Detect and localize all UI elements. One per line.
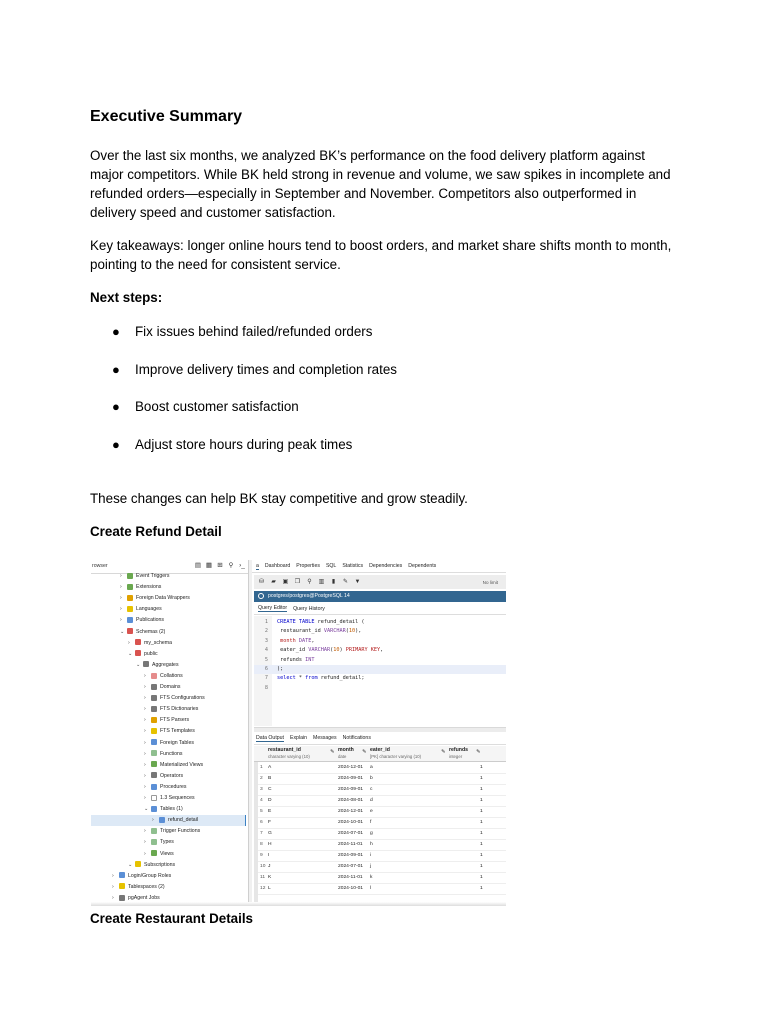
main-tabs bbox=[252, 560, 506, 573]
column-header[interactable]: month bbox=[338, 747, 354, 753]
table-row[interactable] bbox=[254, 829, 506, 840]
line-number: 1 bbox=[264, 619, 268, 625]
code-text: refunds INT bbox=[277, 656, 315, 663]
tree-item[interactable] bbox=[144, 693, 205, 704]
tab-query[interactable]: a bbox=[256, 562, 259, 569]
screenshot-edge bbox=[91, 902, 506, 906]
bullet-icon: ● bbox=[112, 436, 120, 452]
table-row[interactable] bbox=[254, 884, 506, 895]
expand-arrow-icon[interactable]: › bbox=[120, 606, 122, 613]
table-row[interactable] bbox=[254, 763, 506, 774]
tree-node-icon bbox=[127, 584, 133, 590]
terminal-icon[interactable]: ›_ bbox=[239, 562, 245, 569]
tree-item[interactable] bbox=[120, 615, 164, 626]
row-number: 6 bbox=[260, 820, 263, 825]
tree-item-label: Event Triggers bbox=[136, 573, 170, 579]
tree-item[interactable] bbox=[112, 871, 171, 882]
summary-paragraph: Over the last six months, we analyzed BK’s performance on the food delivery platform against major competitors. While BK held strong in revenue and volume, we saw spikes in incomplete and refunded orders—especially in September and November. Competitors also outperformed in delivery speed and customer satisfaction. bbox=[90, 148, 671, 220]
table-cell: 2024-09-01 bbox=[338, 787, 364, 792]
tree-item[interactable] bbox=[144, 771, 183, 782]
expand-arrow-icon[interactable]: › bbox=[120, 584, 122, 591]
expand-arrow-icon[interactable]: › bbox=[144, 672, 146, 679]
table-cell: C bbox=[268, 787, 272, 792]
tree-node-icon bbox=[151, 839, 157, 845]
tree-item-label: Tables (1) bbox=[160, 806, 183, 813]
column-header[interactable]: restaurant_id bbox=[268, 747, 301, 753]
code-text: restaurant_id VARCHAR(10), bbox=[277, 628, 362, 635]
output-tabs bbox=[254, 732, 506, 745]
tree-item-label: Foreign Tables bbox=[160, 739, 194, 746]
tab-dashboard[interactable]: Dashboard bbox=[264, 563, 291, 569]
expand-arrow-icon[interactable]: › bbox=[144, 739, 146, 746]
tree-node-icon bbox=[119, 895, 125, 901]
table-cell: 2024-07-01 bbox=[338, 831, 364, 836]
tree-item[interactable] bbox=[144, 749, 183, 760]
table-icon[interactable]: ▦ bbox=[205, 562, 213, 569]
line-number: 8 bbox=[264, 684, 268, 691]
expand-arrow-icon[interactable]: › bbox=[144, 761, 146, 768]
table-cell: 2024-12-01 bbox=[338, 809, 364, 814]
tree-item-label: Views bbox=[160, 850, 174, 857]
tree-node-icon bbox=[127, 628, 133, 634]
tree-item-label: 1.3 Sequences bbox=[160, 795, 195, 801]
edit-icon[interactable]: ✎ bbox=[441, 749, 446, 755]
tree-node-icon bbox=[143, 661, 149, 667]
expand-arrow-icon[interactable]: › bbox=[120, 595, 122, 602]
tree-node-icon bbox=[151, 750, 157, 756]
connection-label: postgres/postgres@PostgreSQL 14 bbox=[268, 593, 350, 599]
expand-arrow-icon[interactable]: › bbox=[120, 617, 122, 624]
copy-icon[interactable]: ❐ bbox=[294, 578, 301, 585]
table-cell: 1 bbox=[480, 787, 483, 792]
table-cell: 1 bbox=[480, 820, 483, 825]
tree-node-icon bbox=[151, 772, 157, 778]
view-icon[interactable]: ⊞ bbox=[217, 562, 223, 569]
table-cell: 2024-11-01 bbox=[338, 875, 363, 880]
section-title-restaurant: Create Restaurant Details bbox=[90, 911, 253, 926]
code-text: month DATE, bbox=[280, 637, 315, 644]
list-item: ● Adjust store hours during peak times bbox=[112, 436, 353, 452]
table-cell: G bbox=[268, 831, 272, 836]
tree-node-icon bbox=[151, 761, 157, 767]
paste-icon[interactable]: ▥ bbox=[318, 578, 325, 585]
expand-arrow-icon[interactable]: › bbox=[144, 828, 146, 835]
database-icon[interactable]: ▤ bbox=[194, 562, 202, 569]
tree-node-icon bbox=[151, 806, 157, 812]
table-cell: d bbox=[370, 798, 373, 803]
connection-bar[interactable] bbox=[254, 591, 506, 602]
table-cell: 1 bbox=[480, 831, 483, 836]
tree-item-label: Collations bbox=[160, 672, 183, 679]
expand-arrow-icon[interactable]: › bbox=[144, 695, 146, 702]
tree-item-label: Login/Group Roles bbox=[128, 872, 172, 879]
table-row[interactable] bbox=[254, 873, 506, 884]
row-number: 10 bbox=[260, 864, 266, 869]
expand-arrow-icon[interactable]: › bbox=[144, 783, 146, 790]
table-cell: f bbox=[370, 820, 372, 825]
delete-icon[interactable]: ▮ bbox=[331, 578, 336, 585]
table-cell: j bbox=[370, 864, 372, 869]
tree-item-label: FTS Dictionaries bbox=[160, 706, 199, 713]
table-cell: 1 bbox=[480, 853, 483, 858]
list-item: ● Improve delivery times and completion rates bbox=[112, 361, 397, 377]
tree-item-label: Operators bbox=[160, 772, 184, 779]
column-type: character varying (10) bbox=[268, 754, 310, 759]
expand-arrow-icon[interactable]: › bbox=[144, 772, 146, 779]
table-cell: E bbox=[268, 809, 272, 814]
bullet-icon: ● bbox=[112, 399, 120, 415]
table-cell: 1 bbox=[480, 765, 483, 770]
tree-item-label: Tablespaces (2) bbox=[128, 883, 165, 890]
table-row[interactable] bbox=[254, 785, 506, 796]
tree-item[interactable] bbox=[144, 826, 200, 837]
object-browser bbox=[91, 560, 248, 906]
tree-item[interactable] bbox=[120, 571, 169, 582]
expand-arrow-icon[interactable]: › bbox=[112, 894, 114, 901]
expand-arrow-icon[interactable]: › bbox=[144, 795, 146, 801]
code-text: eater_id VARCHAR(10) PRIMARY KEY, bbox=[277, 647, 384, 654]
tree-item[interactable] bbox=[144, 793, 195, 804]
tree-node-icon bbox=[151, 684, 157, 690]
tree-item-label: Materialized Views bbox=[160, 761, 204, 768]
tree-item[interactable] bbox=[144, 715, 189, 726]
tree-item-label: FTS Parsers bbox=[160, 717, 190, 724]
tree-node-icon bbox=[151, 706, 157, 712]
table-cell: c bbox=[370, 787, 373, 792]
tree-item-label: Subscriptions bbox=[144, 861, 176, 868]
tree-node-icon bbox=[127, 606, 133, 612]
filter-icon[interactable]: ▼ bbox=[354, 578, 361, 585]
table-cell: 2024-12-01 bbox=[338, 765, 364, 770]
tree-item-label: Domains bbox=[160, 684, 181, 690]
column-type: date bbox=[338, 754, 347, 759]
line-number: 7 bbox=[264, 675, 268, 682]
table-cell: K bbox=[268, 875, 272, 880]
tab-dependencies[interactable]: Dependencies bbox=[369, 563, 403, 569]
tab-notifications[interactable]: Notifications bbox=[342, 735, 371, 741]
tree-node-icon bbox=[119, 883, 125, 889]
code-line bbox=[254, 627, 361, 636]
code-line bbox=[254, 674, 364, 683]
line-number: 5 bbox=[264, 656, 268, 663]
tree-item-label: Languages bbox=[136, 606, 162, 613]
table-cell: I bbox=[268, 853, 270, 858]
tree-node-icon bbox=[119, 872, 125, 878]
tree-item-label: Extensions bbox=[136, 584, 162, 591]
table-cell: a bbox=[370, 765, 373, 770]
expand-arrow-icon[interactable]: › bbox=[112, 883, 114, 890]
tree-node-icon bbox=[135, 861, 141, 867]
next-steps-label: Next steps: bbox=[90, 290, 163, 305]
table-cell: 2024-10-01 bbox=[338, 886, 364, 891]
table-cell: A bbox=[268, 765, 272, 770]
table-cell: 1 bbox=[480, 776, 483, 781]
connection-icon bbox=[258, 593, 264, 599]
row-number: 11 bbox=[260, 875, 266, 880]
column-type: integer bbox=[449, 754, 463, 759]
table-cell: L bbox=[268, 886, 271, 891]
tree-item[interactable] bbox=[144, 704, 198, 715]
bullet-icon: ● bbox=[112, 361, 120, 377]
tree-node-icon bbox=[151, 728, 157, 734]
tree-item[interactable] bbox=[112, 882, 165, 893]
edit-icon[interactable]: ✎ bbox=[362, 749, 367, 755]
table-row[interactable] bbox=[254, 862, 506, 873]
row-number: 5 bbox=[260, 809, 263, 814]
column-header[interactable]: refunds bbox=[449, 747, 469, 753]
table-cell: 2024-11-01 bbox=[338, 842, 363, 847]
query-tabs bbox=[254, 603, 506, 615]
tree-item[interactable] bbox=[144, 837, 174, 848]
table-cell: g bbox=[370, 831, 373, 836]
code-line bbox=[254, 656, 314, 665]
tree-item-label: Trigger Functions bbox=[160, 828, 201, 835]
browser-header bbox=[91, 560, 248, 574]
table-cell: i bbox=[370, 853, 372, 858]
tree-node-icon bbox=[151, 673, 157, 679]
table-cell: 2024-09-01 bbox=[338, 776, 364, 781]
tree-node-icon bbox=[151, 795, 157, 801]
table-cell: F bbox=[268, 820, 271, 825]
tree-item[interactable] bbox=[144, 738, 194, 749]
expand-arrow-icon[interactable]: › bbox=[144, 839, 146, 846]
table-cell: 1 bbox=[480, 886, 483, 891]
tree-item[interactable] bbox=[144, 682, 180, 693]
edit-icon[interactable]: ✎ bbox=[476, 749, 481, 755]
row-scrollbar[interactable] bbox=[254, 762, 258, 906]
expand-arrow-icon[interactable]: › bbox=[144, 706, 146, 713]
table-cell: k bbox=[370, 875, 373, 880]
expand-arrow-icon[interactable]: ⌄ bbox=[128, 861, 133, 868]
tree-item[interactable] bbox=[120, 582, 161, 593]
list-item: ● Fix issues behind failed/refunded orders bbox=[112, 324, 373, 339]
tree-item[interactable] bbox=[144, 726, 195, 737]
tree-node-icon bbox=[151, 717, 157, 723]
folder-icon[interactable]: ▰ bbox=[271, 578, 276, 585]
section-title-refund: Create Refund Detail bbox=[90, 524, 222, 539]
next-steps-list bbox=[112, 322, 397, 472]
line-number: 4 bbox=[264, 647, 268, 654]
tab-statistics[interactable]: Statistics bbox=[342, 563, 364, 569]
tree-item-label: Aggregates bbox=[152, 661, 179, 668]
column-type: [PK] character varying (10) bbox=[370, 754, 422, 759]
expand-arrow-icon[interactable]: › bbox=[112, 872, 114, 879]
code-line bbox=[254, 665, 506, 674]
search-icon[interactable]: ⚲ bbox=[228, 562, 234, 569]
row-number: 7 bbox=[260, 831, 263, 836]
expand-arrow-icon[interactable]: › bbox=[128, 639, 130, 646]
table-cell: 2024-09-01 bbox=[338, 853, 364, 858]
tree-node-icon bbox=[151, 695, 157, 701]
tree-item-label: Publications bbox=[136, 617, 164, 624]
search-icon[interactable]: ⚲ bbox=[307, 578, 312, 585]
tree-item[interactable] bbox=[144, 760, 203, 771]
edit-icon[interactable]: ✎ bbox=[342, 578, 349, 585]
tree-item[interactable] bbox=[120, 604, 162, 615]
expand-arrow-icon[interactable]: › bbox=[144, 750, 146, 757]
expand-arrow-icon[interactable]: ⌄ bbox=[120, 628, 125, 635]
browser-label: rowser bbox=[92, 563, 108, 569]
table-row[interactable] bbox=[254, 774, 506, 785]
table-cell: 2024-10-01 bbox=[338, 820, 364, 825]
tree-item[interactable] bbox=[128, 638, 172, 649]
tree-item-label: refund_detail bbox=[168, 817, 198, 824]
table-row[interactable] bbox=[254, 840, 506, 851]
tab-dependents[interactable]: Dependents bbox=[408, 563, 437, 569]
table-cell: h bbox=[370, 842, 373, 847]
line-number: 3 bbox=[264, 637, 268, 644]
tree-node-icon bbox=[127, 573, 133, 579]
table-cell: 1 bbox=[480, 798, 483, 803]
code-text: ); bbox=[277, 666, 284, 672]
row-number: 9 bbox=[260, 853, 263, 858]
tab-messages[interactable]: Messages bbox=[313, 735, 337, 741]
code-line bbox=[254, 684, 277, 693]
tree-node-icon bbox=[135, 650, 141, 656]
row-number: 3 bbox=[260, 787, 263, 792]
tree-item-label: FTS Templates bbox=[160, 728, 195, 735]
tree-item[interactable] bbox=[144, 849, 174, 860]
tree-node-icon bbox=[159, 817, 165, 823]
tab-explain[interactable]: Explain bbox=[289, 735, 307, 741]
list-item: ● Boost customer satisfaction bbox=[112, 399, 299, 415]
query-toolbar bbox=[254, 575, 506, 589]
tree-item[interactable] bbox=[120, 627, 165, 638]
grid-header bbox=[254, 746, 506, 762]
table-cell: B bbox=[268, 776, 272, 781]
table-row[interactable] bbox=[254, 796, 506, 807]
table-cell: 1 bbox=[480, 864, 483, 869]
code-line bbox=[254, 646, 383, 655]
table-cell: J bbox=[268, 864, 271, 869]
row-number: 12 bbox=[260, 886, 266, 891]
tab-data-output[interactable]: Data Output bbox=[256, 734, 284, 741]
table-cell: D bbox=[268, 798, 272, 803]
table-cell: 1 bbox=[480, 809, 483, 814]
tree-node-icon bbox=[151, 739, 157, 745]
tree-item[interactable] bbox=[120, 593, 190, 604]
table-cell: l bbox=[370, 886, 372, 891]
tree-item-label: Foreign Data Wrappers bbox=[136, 595, 190, 602]
tab-query-history[interactable]: Query History bbox=[293, 605, 325, 612]
tree-item[interactable] bbox=[144, 804, 183, 815]
expand-arrow-icon[interactable]: › bbox=[144, 684, 146, 690]
code-line bbox=[254, 637, 315, 646]
tab-properties[interactable]: Properties bbox=[296, 563, 320, 569]
sql-editor[interactable] bbox=[254, 616, 506, 726]
table-cell: 2024-08-01 bbox=[338, 798, 364, 803]
table-cell: 2024-07-01 bbox=[338, 864, 364, 869]
table-row[interactable] bbox=[254, 818, 506, 829]
tab-sql[interactable]: SQL bbox=[325, 563, 337, 569]
column-header[interactable]: eater_id bbox=[370, 747, 390, 753]
line-number: 2 bbox=[264, 628, 268, 635]
main-panel bbox=[252, 560, 506, 906]
bullet-icon: ● bbox=[112, 324, 120, 339]
row-number: 8 bbox=[260, 842, 263, 847]
expand-arrow-icon[interactable]: ⌄ bbox=[128, 650, 133, 657]
tree-item-label: Types bbox=[160, 839, 174, 846]
row-number: 4 bbox=[260, 798, 263, 803]
table-cell: 1 bbox=[480, 842, 483, 847]
code-text: select * from refund_detail; bbox=[277, 675, 365, 682]
code-text: CREATE TABLE refund_detail ( bbox=[277, 619, 365, 625]
tree-item[interactable] bbox=[144, 782, 187, 793]
table-row[interactable] bbox=[254, 851, 506, 862]
tree-item-label: Functions bbox=[160, 750, 183, 757]
tree-item-label: FTS Configurations bbox=[160, 695, 205, 702]
expand-arrow-icon[interactable]: ⌄ bbox=[144, 806, 149, 813]
expand-arrow-icon[interactable]: › bbox=[144, 728, 146, 735]
limit-select[interactable]: No limit bbox=[482, 579, 498, 585]
heading-executive-summary: Executive Summary bbox=[90, 108, 243, 125]
takeaways-paragraph: Key takeaways: longer online hours tend to boost orders, and market share shifts month to month, pointing to the need for consistent service. bbox=[90, 238, 672, 272]
expand-arrow-icon[interactable]: › bbox=[120, 573, 122, 579]
closing-paragraph: These changes can help BK stay competitive and grow steadily. bbox=[90, 491, 468, 506]
tree-item[interactable] bbox=[91, 815, 246, 826]
table-cell: 1 bbox=[480, 875, 483, 880]
tree-item-label: my_schema bbox=[144, 639, 172, 646]
edit-icon[interactable]: ✎ bbox=[330, 749, 335, 755]
table-cell: e bbox=[370, 809, 373, 814]
tree-node-icon bbox=[127, 617, 133, 623]
expand-arrow-icon[interactable]: › bbox=[144, 850, 146, 857]
tree-item-label: public bbox=[144, 650, 158, 657]
code-line bbox=[254, 618, 364, 627]
tree-node-icon bbox=[151, 850, 157, 856]
line-number: 6 bbox=[264, 666, 268, 672]
results-grid bbox=[254, 746, 506, 906]
table-cell: b bbox=[370, 776, 373, 781]
expand-arrow-icon[interactable]: ⌄ bbox=[136, 661, 141, 668]
row-number: 1 bbox=[260, 765, 263, 770]
tree-item-label: Schemas (2) bbox=[136, 628, 166, 635]
table-row[interactable] bbox=[254, 807, 506, 818]
tree-item[interactable] bbox=[136, 660, 179, 671]
tree-item-label: Procedures bbox=[160, 783, 187, 790]
tree-node-icon bbox=[151, 828, 157, 834]
tree-node-icon bbox=[127, 595, 133, 601]
expand-arrow-icon[interactable]: › bbox=[144, 717, 146, 724]
tree-item[interactable] bbox=[128, 649, 158, 660]
database-icon[interactable]: ⛁ bbox=[258, 578, 265, 585]
row-number: 2 bbox=[260, 776, 263, 781]
expand-arrow-icon[interactable]: › bbox=[152, 817, 154, 824]
save-icon[interactable]: ▣ bbox=[282, 578, 289, 585]
tree-item[interactable] bbox=[144, 671, 183, 682]
tree-node-icon bbox=[135, 639, 141, 645]
tab-query-editor[interactable]: Query Editor bbox=[258, 605, 288, 611]
pgadmin-screenshot bbox=[91, 560, 506, 906]
tree-item[interactable] bbox=[128, 860, 175, 871]
tree-item-label: pgAgent Jobs bbox=[128, 894, 160, 901]
table-cell: H bbox=[268, 842, 272, 847]
tree-node-icon bbox=[151, 784, 157, 790]
